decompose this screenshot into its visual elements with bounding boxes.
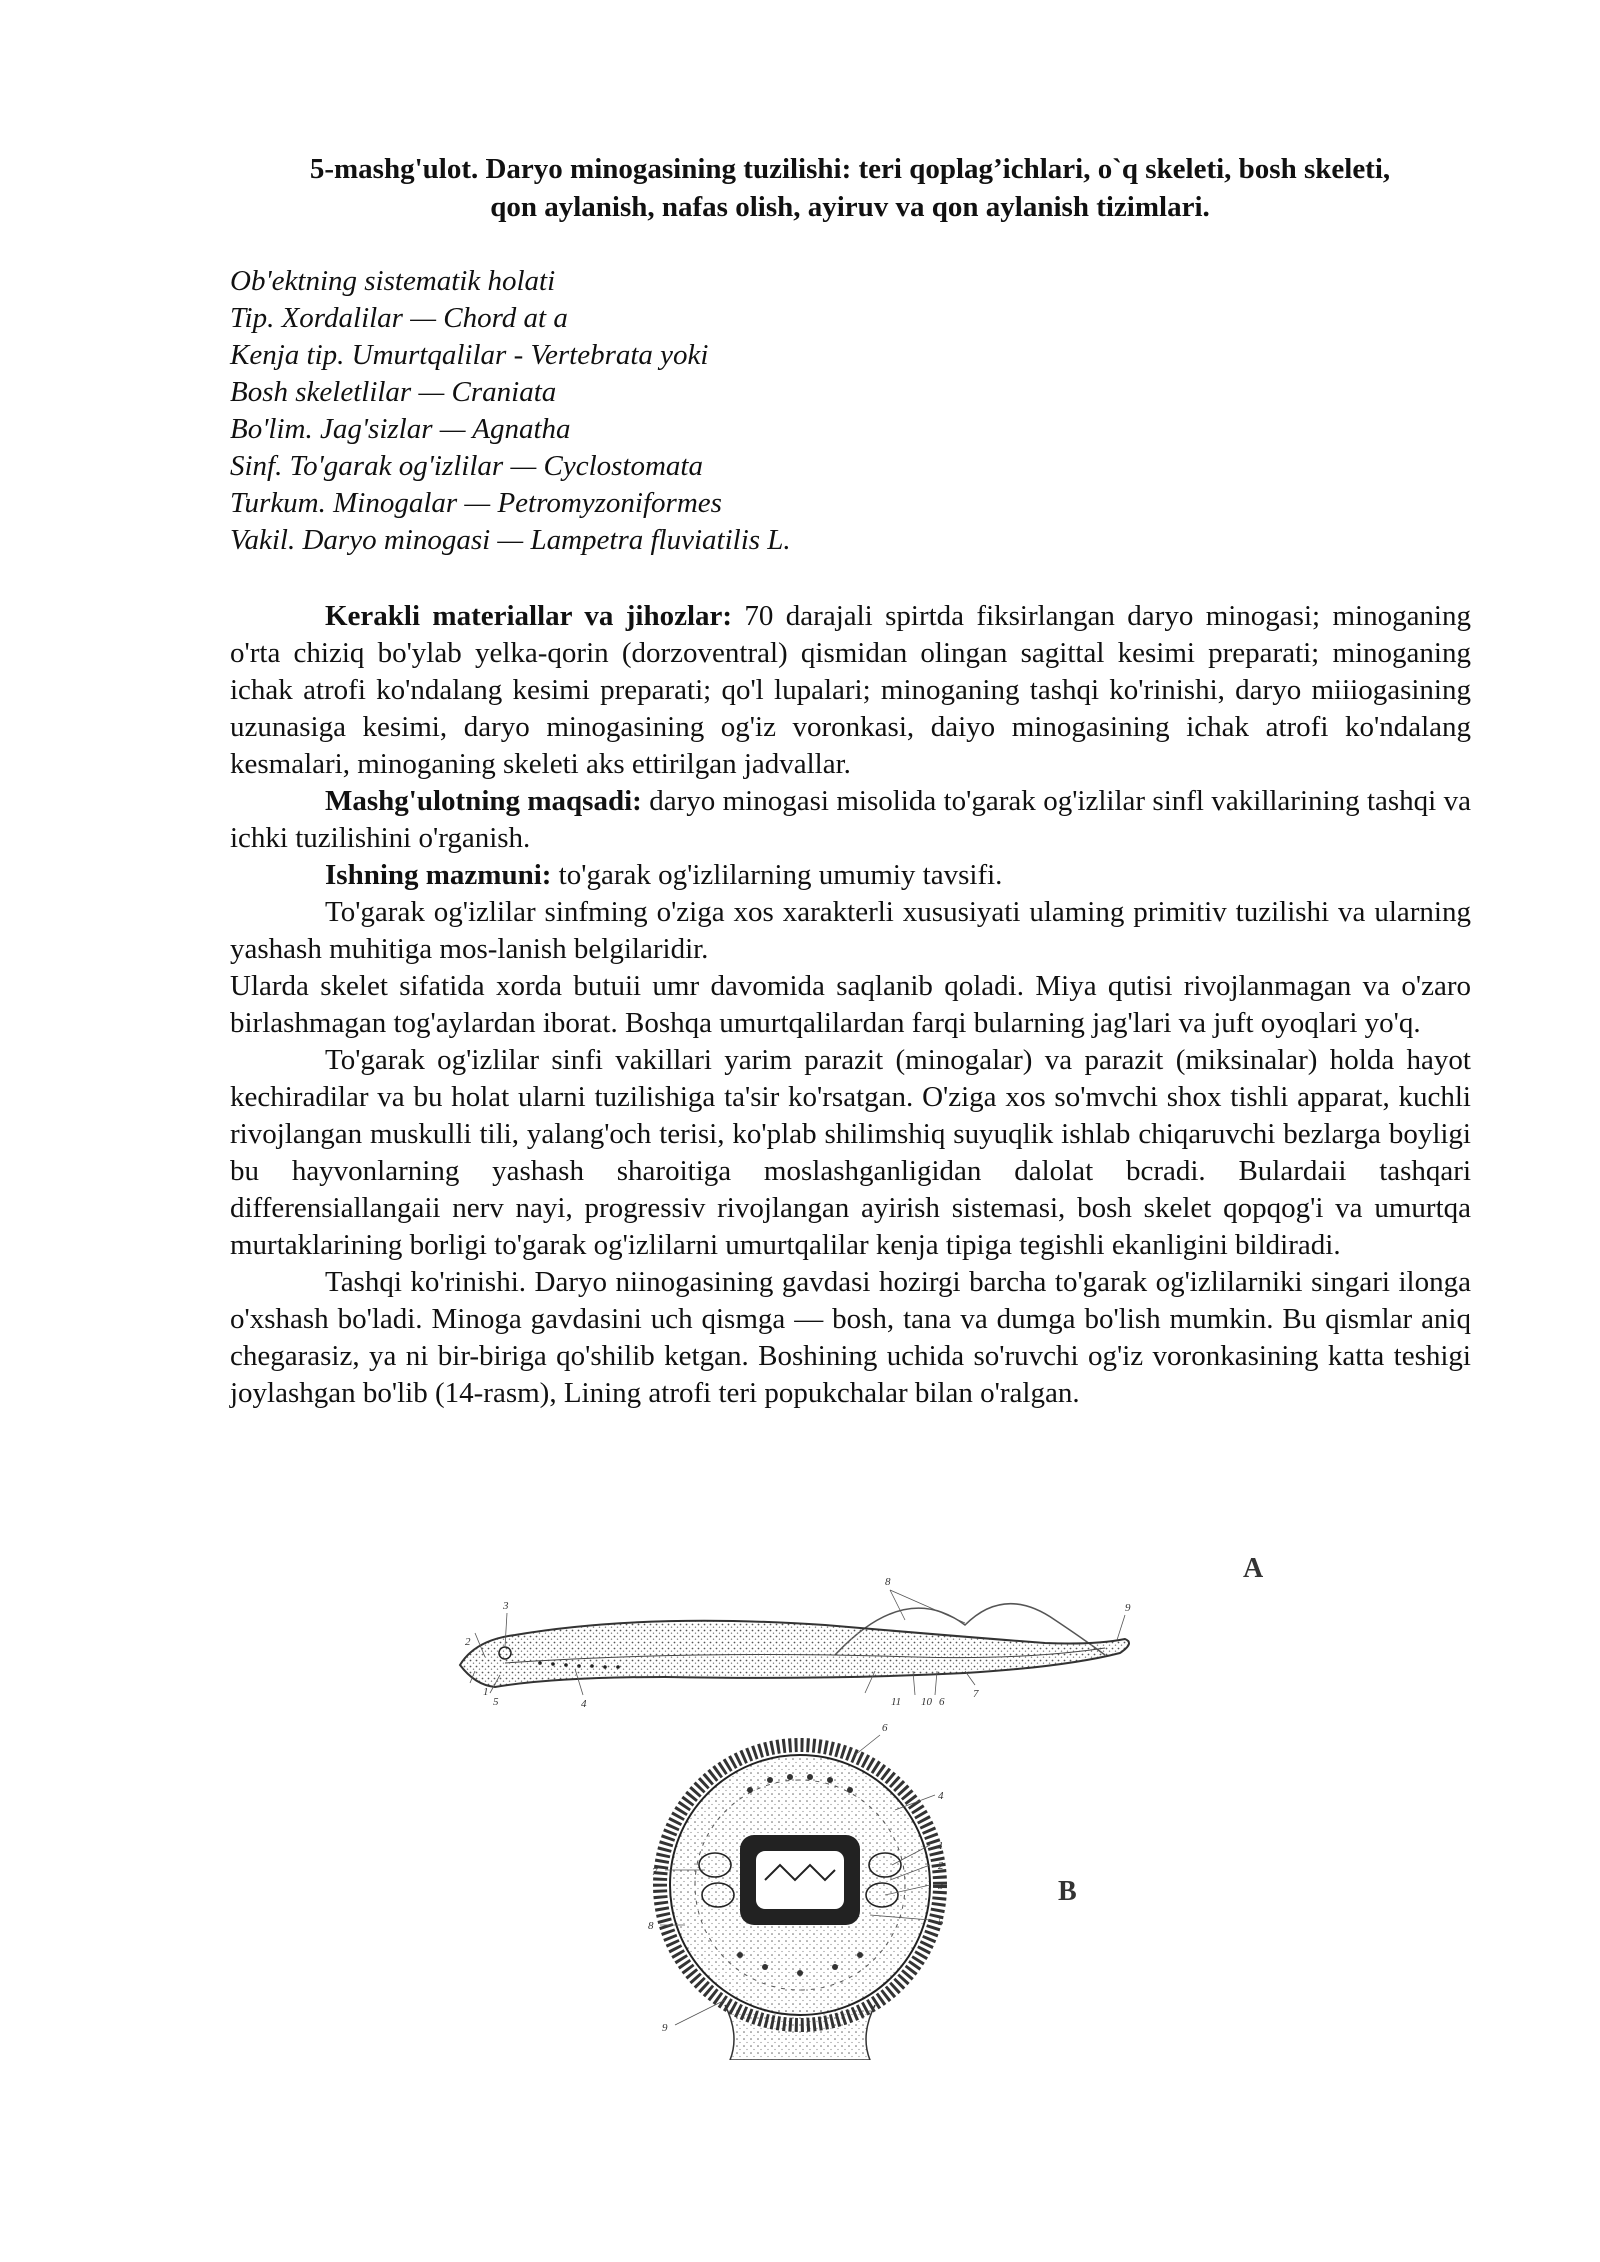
figure-letter-a: A: [1243, 1553, 1264, 1584]
fig-b-label-4: 4: [938, 1790, 944, 1802]
taxonomy-subtype: Kenja tip. Umurtqalilar - Vertebrata yoki: [230, 339, 709, 371]
lamprey-side-view-figure: [445, 1545, 1160, 1715]
fig-b-label-2: 2: [938, 1860, 944, 1872]
fig-a-label-6: 6: [939, 1696, 945, 1708]
body-text: [230, 598, 1471, 1412]
goal-label: Mashg'ulotning maqsadi:: [325, 785, 642, 817]
goal-text: daryo minogasi misolida to'garak og'izlilar sinfl vakillarining tashqi va ichki tuzilishini o'rganish.: [230, 785, 1471, 854]
fig-a-label-9: 9: [1125, 1602, 1131, 1614]
fig-b-label-6: 6: [882, 1722, 888, 1734]
fig-a-label-2: 2: [465, 1636, 471, 1648]
content-label: Ishning mazmuni:: [325, 859, 552, 891]
page-title: [230, 150, 1470, 226]
fig-b-label-9: 9: [662, 2022, 668, 2034]
fig-a-label-7: 7: [973, 1688, 979, 1700]
fig-a-label-3: 3: [503, 1600, 509, 1612]
taxonomy-class: Sinf. To'garak og'izlilar — Cyclostomata: [230, 450, 703, 482]
taxonomy-order: Turkum. Minogalar — Petromyzoniformes: [230, 487, 722, 519]
taxonomy-type: Tip. Xordalilar — Chord at a: [230, 302, 568, 334]
content-text: to'garak og'izlilarning umumiy tavsifi.: [551, 859, 1003, 891]
fig-a-label-11: 11: [891, 1696, 902, 1708]
fig-b-label-1: 1: [938, 1840, 944, 1852]
fig-a-label-4: 4: [581, 1698, 587, 1710]
title-line-2: qon aylanish, nafas olish, ayiruv va qon aylanish tizimlari.: [490, 191, 1210, 223]
taxonomy-representative: Vakil. Daryo minogasi — Lampetra fluviatilis L.: [230, 524, 791, 556]
paragraph-4: Tashqi ko'rinishi. Daryo niinogasining gavdasi hozirgi barcha to'garak og'izlilarniki singari ilonga o'xshash bo'ladi. Minoga gavdasini uch qismga — bosh, tana va dumga bo'lish mumkin. Bu qismlar aniq chegarasiz, ya ni bir-biriga qo'shilib ketgan. Boshining uchida so'ruvchi og'iz voronkasining katta teshigi joylashgan bo'lib (14-rasm), Lining atrofi teri popukchalar bilan o'ralgan.: [230, 1266, 1471, 1409]
materials-paragraph: [230, 598, 1471, 783]
materials-label: Kerakli materiallar va jihozlar:: [325, 600, 733, 632]
fig-b-label-3: 3: [938, 1880, 944, 1892]
oral-funnel-figure: [630, 1715, 970, 2060]
taxonomy-list: [230, 263, 1230, 559]
fig-a-label-5: 5: [493, 1696, 499, 1708]
taxonomy-craniata: Bosh skeletlilar — Craniata: [230, 376, 557, 408]
paragraph-2: Ularda skelet sifatida xorda butuii umr davomida saqlanib qoladi. Miya qutisi rivojlanmagan va o'zaro birlashmagan tog'aylardan iborat. Boshqa umurtqalilardan farqi bularning jag'lari va juft oyoqlari yo'q.: [230, 970, 1471, 1039]
fig-b-label-5: 5: [938, 1916, 944, 1928]
paragraph-1: To'garak og'izlilar sinfming o'ziga xos xarakterli xususiyati ulaming primitiv tuzilishi va ularning yashash muhitiga mos-lanish belgilaridir.: [230, 896, 1471, 965]
fig-a-label-10: 10: [921, 1696, 932, 1708]
goal-paragraph: [230, 783, 1471, 857]
taxonomy-heading: Ob'ektning sistematik holati: [230, 265, 556, 297]
materials-text: 70 darajali spirtda fiksirlangan daryo minogasi; minoganing o'rta chiziq bo'ylab yelka-qorin (dorzoventral) qismidan olingan sagittal kesimi preparati; minoganing ichak atrofi ko'ndalang kesimi preparati; qo'l lupalari; minoganing tashqi ko'rinishi, daryo miiiogasining uzunasiga kesimi, daryo minogasining og'iz voronkasi, daiyo minogasining ichak atrofi ko'ndalang kesmalari, minoganing skeleti aks ettirilgan jadvallar.: [230, 600, 1471, 780]
title-line-1: 5-mashg'ulot. Daryo minogasining tuzilishi: teri qoplag’ichlari, o`q skeleti, bosh skeleti,: [309, 153, 1391, 185]
fig-b-label-7: 7: [652, 1866, 658, 1878]
fig-a-label-8: 8: [885, 1576, 891, 1588]
figure-letter-b: B: [1058, 1876, 1077, 1907]
paragraph-3: To'garak og'izlilar sinfi vakillari yarim parazit (minogalar) va parazit (miksinalar) holda hayot kechiradilar va bu holat ularni tuzilishiga ta'sir ko'rsatgan. O'ziga xos so'mvchi shox tishli apparat, kuchli rivojlangan muskulli tili, yalang'och terisi, ko'plab shilimshiq suyuqlik ishlab chiqaruvchi bezlarga boyligi bu hayvonlarning yashash sharoitiga moslashganligidan dalolat bcradi. Bulardaii tashqari differensiallangaii nerv nayi, progressiv rivojlangan ayirish sistemasi, bosh skelet qopqog'i va umurtqa murtaklarining borligi to'garak og'izlilarni umurtqalilar kenja tipiga tegishli ekanligini bildiradi.: [230, 1044, 1471, 1261]
taxonomy-division: Bo'lim. Jag'sizlar — Agnatha: [230, 413, 571, 445]
content-paragraph: [230, 857, 1471, 894]
fig-b-label-8: 8: [648, 1920, 654, 1932]
fig-a-label-1: 1: [483, 1686, 489, 1698]
